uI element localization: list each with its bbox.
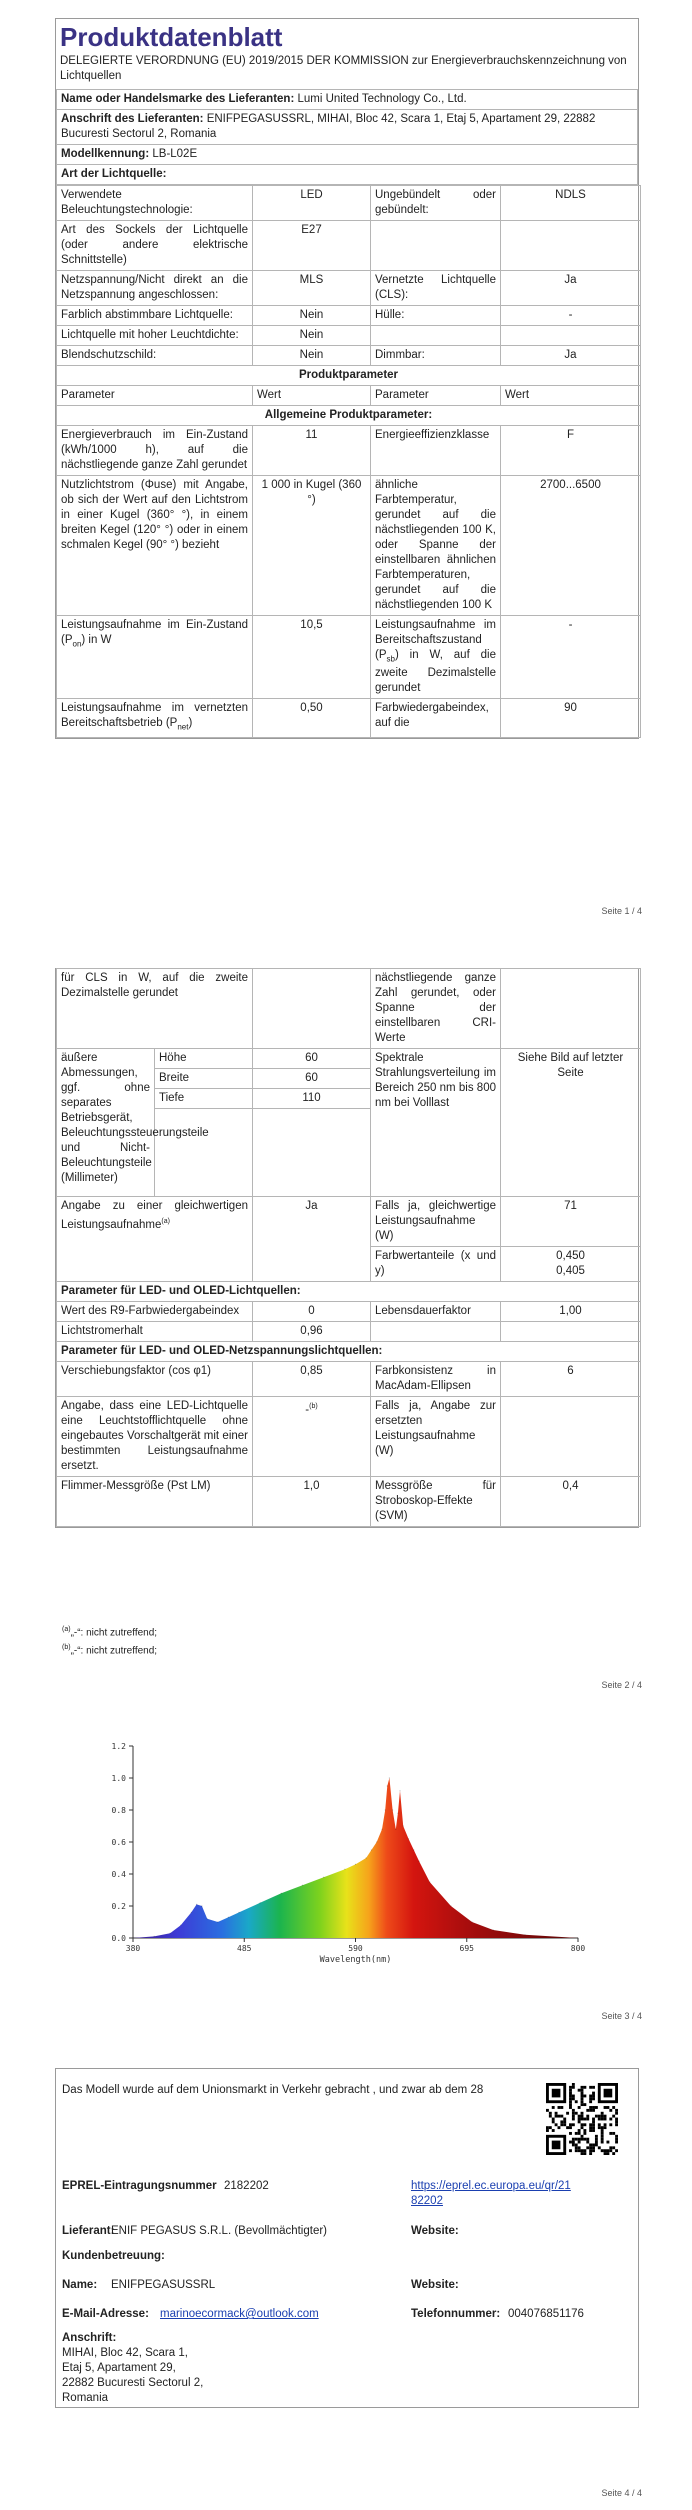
tunable-value: Nein: [253, 306, 371, 326]
x-tick-label: 380: [125, 1944, 141, 1953]
on-power-label: Leistungsaufnahme im Ein-Zustand $(P_{on})$ in W: [57, 616, 253, 699]
spectrum-point: [238, 1912, 239, 1913]
footnote-a: $^{(a)}$„-“: nicht zutreffend;: [62, 1626, 158, 1639]
dimmable-label: Dimmbar:: [371, 346, 501, 366]
contact-name-label: Name:: [62, 2279, 98, 2291]
address-line-1: MIHAI, Bloc 42, Scara 1,: [62, 2347, 188, 2359]
spectrum-point: [217, 1921, 218, 1922]
spectrum-point: [429, 1881, 430, 1882]
spectrum-point: [201, 1905, 202, 1906]
dimmable-value: Ja: [501, 346, 641, 366]
phone-label: Telefonnummer:: [411, 2308, 501, 2320]
email-link[interactable]: marinoecormack@outlook.com: [160, 2308, 319, 2320]
tech-label: Verwendete Beleuchtungstechnologie:: [57, 186, 253, 221]
spectrum-point: [154, 1936, 155, 1937]
tunable-label: Farblich abstimmbare Lichtquelle:: [57, 306, 253, 326]
spectrum-chart: [100, 1738, 600, 1978]
equiv-power-claim-value: Ja: [253, 1197, 371, 1282]
depth-label: Tiefe: [155, 1089, 253, 1109]
eprel-value: 2182202: [224, 2180, 269, 2192]
address-line-4: Romania: [62, 2392, 109, 2404]
spectrum-point: [260, 1902, 261, 1903]
col-value: Wert: [253, 386, 371, 406]
page-number-3: Seite 3 / 4: [601, 2011, 642, 2021]
page-number-1: Seite 1 / 4: [601, 906, 642, 916]
height-label: Höhe: [155, 1049, 253, 1069]
supplier-label: Lieferant:: [62, 2225, 115, 2237]
market-text: Das Modell wurde auf dem Unionsmarkt in Verkehr gebracht , und zwar ab dem 28: [62, 2084, 484, 2096]
col-param: Parameter: [57, 386, 253, 406]
high-luminance-label: Lichtquelle mit hoher Leuchtdichte:: [57, 326, 253, 346]
spectrum-area: [133, 1778, 578, 1938]
x-tick-label: 590: [348, 1944, 363, 1953]
mains-label: Netzspannung/Nicht direkt an die Netzspannung angeschlossen:: [57, 271, 253, 306]
document-title: Produktdatenblatt: [60, 22, 283, 52]
spectrum-point: [403, 1825, 404, 1826]
spectrum-point: [323, 1877, 324, 1878]
supplier-address-value: ENIFPEGASUSSRL, MIHAI, Bloc 42, Scara 1, Etaj 5, Apartament 29, 22882 Bucuresti Sectorul 2, Romania: [61, 113, 596, 140]
spectrum-point: [207, 1918, 208, 1919]
life-factor-label: Lebensdauerfaktor: [371, 1302, 501, 1322]
replacement-power-label: Falls ja, Angabe zur ersetzten Leistungsaufnahme (W): [371, 1397, 501, 1477]
spectral-value: Siehe Bild auf letzter Seite: [501, 1049, 641, 1197]
spectrum-point: [371, 1849, 372, 1850]
page-number-4: Seite 4 / 4: [601, 2488, 642, 2498]
y-tick-label: 0.8: [111, 1806, 126, 1815]
equiv-power-value: 71: [501, 1197, 641, 1247]
x-axis-label: Wavelength(nm): [319, 1955, 392, 1965]
energy-class-label: Energieeffizienzklasse: [371, 426, 501, 476]
eprel-label: EPREL-Eintragungsnummer: [62, 2180, 217, 2192]
document-subtitle: DELEGIERTE VERORDNUNG (EU) 2019/2015 DER KOMMISSION zur Energieverbrauchskennzeichnung von Lichtquellen: [60, 55, 627, 82]
spectrum-point: [450, 1905, 451, 1906]
flicker-label: Flimmer-Messgröße (Pst LM): [57, 1477, 253, 1527]
spectrum-point: [471, 1921, 472, 1922]
colour-consistency-label: Farbkonsistenz in MacAdam-Ellipsen: [371, 1362, 501, 1397]
spectrum-point: [385, 1809, 386, 1810]
eprel-link[interactable]: https://eprel.ec.europa.eu/qr/21 82202: [411, 2180, 571, 2207]
light-type-heading: Art der Lichtquelle:: [57, 165, 638, 185]
standby-power-value: -: [501, 616, 641, 699]
spectrum-point: [366, 1857, 367, 1858]
equiv-power-label: Falls ja, gleichwertige Leistungsaufnahme (W): [371, 1197, 501, 1247]
spectrum-point: [180, 1925, 181, 1926]
spectrum-point: [344, 1869, 345, 1870]
mains-value: MLS: [253, 271, 371, 306]
networked-standby-label: Leistungsaufnahme im vernetzten Bereitschaftsbetrieb $(P_{net})$: [57, 699, 253, 737]
r9-value: 0: [253, 1302, 371, 1322]
flicker-value: 1,0: [253, 1477, 371, 1527]
spectrum-point: [413, 1849, 414, 1850]
cri-label: Farbwiedergabeindex, auf die: [371, 699, 501, 737]
address-line-3: 22882 Bucuresti Sectorul 2,: [62, 2377, 204, 2389]
chromaticity-value: 0,450 0,405: [501, 1247, 641, 1282]
y-tick-label: 0.4: [111, 1870, 126, 1879]
y-tick-label: 0.6: [111, 1838, 126, 1847]
lumen-maintenance-label: Lichtstromerhalt: [57, 1322, 253, 1342]
address-label: Anschrift:: [62, 2332, 117, 2344]
spectrum-point: [376, 1841, 377, 1842]
spectrum-point: [228, 1917, 229, 1918]
anti-glare-label: Blendschutzschild:: [57, 346, 253, 366]
connected-label: Vernetzte Lichtquelle (CLS):: [371, 271, 501, 306]
model-label: Modellkennung:: [61, 148, 150, 160]
dimensions-label: äußere Abmessungen, ggf. ohne separates Betriebsgerät, Beleuchtungssteuerungsteile und Nicht-Beleuchtungsteile (Millimeter): [57, 1049, 155, 1197]
light-type-table: [56, 185, 641, 738]
spectrum-point: [191, 1912, 192, 1913]
y-tick-label: 1.0: [111, 1774, 126, 1783]
spectrum-point: [419, 1861, 420, 1862]
spectrum-point: [399, 1790, 400, 1791]
website-2-label: Website:: [411, 2279, 459, 2291]
spectrum-point: [387, 1785, 388, 1786]
qr-code-icon[interactable]: [546, 2083, 618, 2155]
socket-value: E27: [253, 221, 371, 271]
col-param-2: Parameter: [371, 386, 501, 406]
networked-standby-cont: für CLS in W, auf die zweite Dezimalstelle gerundet: [57, 969, 253, 1049]
led-params-heading: Parameter für LED- und OLED-Lichtquellen:: [57, 1282, 641, 1302]
spectrum-point: [524, 1934, 525, 1935]
cri-value: 90: [501, 699, 641, 737]
standby-power-label: Leistungsaufnahme im Bereitschaftszustand $(P_{sb})$ in W, auf die zweite Dezimalstelle gerundet: [371, 616, 501, 699]
equiv-power-claim-label: Angabe zu einer gleichwertigen Leistungsaufnahme$^{(a)}$: [57, 1197, 253, 1282]
cos-phi-value: 0,85: [253, 1362, 371, 1397]
page-number-2: Seite 2 / 4: [601, 1680, 642, 1690]
width-label: Breite: [155, 1069, 253, 1089]
supplier-address-label: Anschrift des Lieferanten:: [61, 113, 204, 125]
email-label: E-Mail-Adresse:: [62, 2308, 149, 2320]
spectrum-point: [281, 1893, 282, 1894]
stroboscopic-label: Messgröße für Stroboskop-Effekte (SVM): [371, 1477, 501, 1527]
width-value: 60: [253, 1069, 371, 1089]
chromaticity-label: Farbwertanteile (x und y): [371, 1247, 501, 1282]
flux-value: 1 000 in Kugel (360 °): [253, 476, 371, 616]
cri-cont: nächstliegende ganze Zahl gerundet, oder Spanne der einstellbaren CRI-Werte: [371, 969, 501, 1049]
contact-name-value: ENIFPEGASUSSRL: [111, 2279, 216, 2291]
spectrum-point: [381, 1829, 382, 1830]
y-tick-label: 1.2: [111, 1742, 126, 1751]
high-luminance-value: Nein: [253, 326, 371, 346]
unbundled-label: Ungebündelt oder gebündelt:: [371, 186, 501, 221]
x-tick-label: 485: [237, 1944, 252, 1953]
col-value-2: Wert: [501, 386, 641, 406]
customer-service-label: Kundenbetreuung:: [62, 2250, 165, 2262]
spectrum-point: [196, 1904, 197, 1905]
spectrum-point: [355, 1864, 356, 1865]
height-value: 60: [253, 1049, 371, 1069]
spectrum-point: [493, 1929, 494, 1930]
replacement-power-value: [501, 1397, 641, 1477]
address-line-2: Etaj 5, Apartament 29,: [62, 2362, 176, 2374]
page-2-sheet: [55, 968, 639, 1528]
page-1-sheet: [55, 18, 639, 739]
on-power-value: 10,5: [253, 616, 371, 699]
anti-glare-value: Nein: [253, 346, 371, 366]
unbundled-value: NDLS: [501, 186, 641, 221]
supplier-name-value: Lumi United Technology Co., Ltd.: [297, 93, 467, 105]
colour-consistency-value: 6: [501, 1362, 641, 1397]
envelope-label: Hülle:: [371, 306, 501, 326]
page-2-table: [56, 968, 641, 1527]
networked-standby-value: 0,50: [253, 699, 371, 737]
stroboscopic-value: 0,4: [501, 1477, 641, 1527]
spectrum-point: [170, 1933, 171, 1934]
y-tick-label: 0.2: [111, 1902, 126, 1911]
envelope-value: -: [501, 306, 641, 326]
website-label: Website:: [411, 2225, 459, 2237]
model-value: LB-L02E: [152, 148, 198, 160]
flux-label: Nutzlichtstrom (Φuse) mit Angabe, ob sich der Wert auf den Lichtstrom in einer Kugel (360° °), in einem breiten Kegel (120° °) oder in einem schmalen Kegel (90° °) bezieht: [57, 476, 253, 616]
footnote-b: $^{(b)}$„-“: nicht zutreffend;: [62, 1644, 158, 1657]
energy-value: 11: [253, 426, 371, 476]
cct-label: ähnliche Farbtemperatur, gerundet auf die nächstliegenden 100 K, oder Spanne der einstellbaren ähnlichen Farbtemperaturen, gerundet auf die nächstliegenden 100 K: [371, 476, 501, 616]
product-params-heading: Produktparameter: [57, 366, 641, 386]
x-tick-label: 800: [570, 1944, 586, 1953]
general-params-heading: Allgemeine Produktparameter:: [57, 406, 641, 426]
replacement-claim-value: -$^{(b)}$: [253, 1397, 371, 1477]
life-factor-value: 1,00: [501, 1302, 641, 1322]
spectrum-point: [392, 1809, 393, 1810]
page-4-sheet: [55, 2068, 639, 2408]
connected-value: Ja: [501, 271, 641, 306]
mains-params-heading: Parameter für LED- und OLED-Netzspannungslichtquellen:: [57, 1342, 641, 1362]
r9-label: Wert des R9-Farbwiedergabeindex: [57, 1302, 253, 1322]
replacement-claim-label: Angabe, dass eine LED-Lichtquelle eine Leuchtstofflichtquelle ohne eingebautes Vorschaltgerät mit einer bestimmten Leistungsaufnahme ersetzt.: [57, 1397, 253, 1477]
spectrum-point: [408, 1838, 409, 1839]
lumen-maintenance-value: 0,96: [253, 1322, 371, 1342]
phone-value: 004076851176: [508, 2308, 584, 2320]
supplier-table: [56, 89, 638, 185]
y-tick-label: 0.0: [111, 1934, 126, 1943]
supplier-value: ENIF PEGASUS S.R.L. (Bevollmächtigter): [111, 2225, 328, 2237]
spectrum-point: [395, 1829, 396, 1830]
energy-class-value: F: [501, 426, 641, 476]
spectrum-point: [389, 1777, 390, 1778]
energy-label: Energieverbrauch im Ein-Zustand (kWh/1000 h), auf die nächstliegende ganze Zahl gerundet: [57, 426, 253, 476]
socket-label: Art des Sockels der Lichtquelle (oder andere elektrische Schnittstelle): [57, 221, 253, 271]
spectral-label: Spektrale Strahlungsverteilung im Bereich 250 nm bis 800 nm bei Volllast: [371, 1049, 501, 1197]
cos-phi-label: Verschiebungsfaktor (cos φ1): [57, 1362, 253, 1397]
supplier-name-label: Name oder Handelsmarke des Lieferanten:: [61, 93, 295, 105]
x-tick-label: 695: [459, 1944, 474, 1953]
spectrum-point: [397, 1813, 398, 1814]
depth-value: 110: [253, 1089, 371, 1109]
spectrum-point: [302, 1885, 303, 1886]
cct-value: 2700...6500: [501, 476, 641, 616]
tech-value: LED: [253, 186, 371, 221]
